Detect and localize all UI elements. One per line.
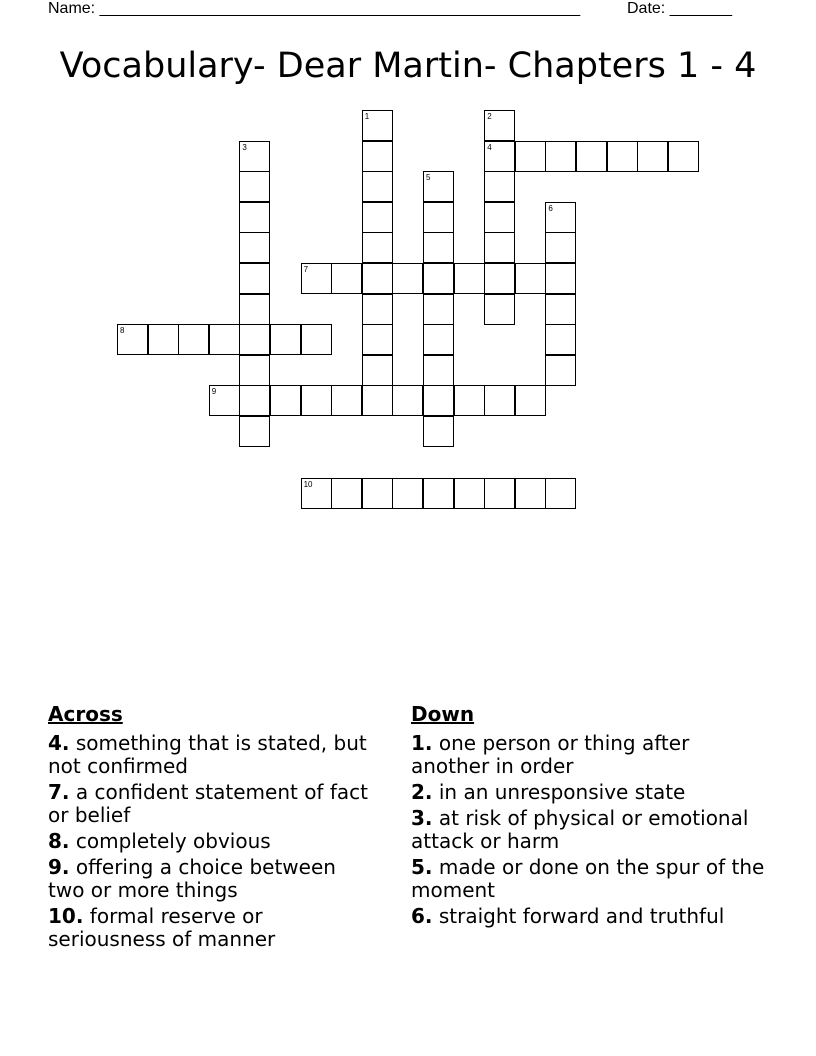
crossword-cell[interactable] xyxy=(484,294,515,325)
crossword-cell[interactable] xyxy=(545,478,576,509)
crossword-cell[interactable] xyxy=(362,232,393,263)
across-clue xyxy=(48,905,378,951)
crossword-cell[interactable] xyxy=(484,478,515,509)
down-clues xyxy=(411,703,771,931)
crossword-cell[interactable] xyxy=(484,385,515,416)
crossword-cell[interactable] xyxy=(484,202,515,233)
crossword-cell[interactable] xyxy=(362,478,393,509)
crossword-cell[interactable] xyxy=(239,141,270,172)
crossword-cell[interactable] xyxy=(239,294,270,325)
crossword-cell[interactable] xyxy=(362,141,393,172)
crossword-cell[interactable] xyxy=(454,385,485,416)
crossword-cell[interactable] xyxy=(362,110,393,141)
crossword-cell[interactable] xyxy=(576,141,607,172)
crossword-cell[interactable] xyxy=(362,355,393,386)
crossword-cell[interactable] xyxy=(423,385,454,416)
crossword-cell[interactable] xyxy=(515,263,546,294)
crossword-cell[interactable] xyxy=(545,263,576,294)
cell-number: 10 xyxy=(303,480,313,489)
cell-number: 7 xyxy=(303,265,309,274)
crossword-cell[interactable] xyxy=(484,232,515,263)
clue-text: completely obvious xyxy=(75,829,271,853)
crossword-cell[interactable] xyxy=(454,263,485,294)
down-clue xyxy=(411,856,771,902)
crossword-cell[interactable] xyxy=(545,355,576,386)
crossword-cell[interactable] xyxy=(362,385,393,416)
crossword-cell[interactable] xyxy=(301,478,332,509)
down-clue xyxy=(411,732,771,778)
name-field: Name: ______________________________________________________ xyxy=(48,0,581,17)
crossword-cell[interactable] xyxy=(148,324,179,355)
crossword-cell[interactable] xyxy=(239,171,270,202)
crossword-cell[interactable] xyxy=(239,416,270,447)
across-clue xyxy=(48,856,378,902)
crossword-cell[interactable] xyxy=(239,232,270,263)
clue-text: one person or thing after another in order xyxy=(411,731,690,778)
crossword-cell[interactable] xyxy=(392,478,423,509)
crossword-cell[interactable] xyxy=(484,263,515,294)
crossword-cell[interactable] xyxy=(607,141,638,172)
clue-text: formal reserve or seriousness of manner xyxy=(48,904,276,951)
crossword-cell[interactable] xyxy=(239,324,270,355)
down-clue xyxy=(411,781,771,804)
cell-number: 9 xyxy=(211,387,217,397)
crossword-cell[interactable] xyxy=(331,385,362,416)
crossword-cell[interactable] xyxy=(301,263,332,294)
page-title: Vocabulary- Dear Martin- Chapters 1 - 4 xyxy=(59,46,757,86)
down-clue xyxy=(411,905,771,928)
crossword-cell[interactable] xyxy=(454,478,485,509)
clue-text: made or done on the spur of the moment xyxy=(411,855,765,902)
crossword-cell[interactable] xyxy=(515,478,546,509)
clue-text: at risk of physical or emotional attack or harm xyxy=(411,806,749,853)
crossword-cell[interactable] xyxy=(239,263,270,294)
cell-number: 2 xyxy=(487,112,492,121)
crossword-cell[interactable] xyxy=(331,263,362,294)
cell-number: 5 xyxy=(426,173,431,183)
across-heading: Across xyxy=(48,702,123,726)
clue-text: a confident statement of fact or belief xyxy=(48,780,368,827)
crossword-cell[interactable] xyxy=(423,232,454,263)
clue-number: 6. xyxy=(411,904,433,928)
crossword-cell[interactable] xyxy=(484,171,515,202)
crossword-cell[interactable] xyxy=(178,324,209,355)
crossword-cell[interactable] xyxy=(637,141,668,172)
crossword-cell[interactable] xyxy=(239,355,270,386)
clue-text: something that is stated, but not confirmed xyxy=(48,731,367,778)
crossword-cell[interactable] xyxy=(515,385,546,416)
cell-number: 1 xyxy=(364,112,370,121)
crossword-cell[interactable] xyxy=(270,385,301,416)
clue-number: 4. xyxy=(48,731,70,755)
crossword-cell[interactable] xyxy=(423,171,454,202)
crossword-cell[interactable] xyxy=(484,141,515,172)
crossword-cell[interactable] xyxy=(362,202,393,233)
clue-number: 3. xyxy=(411,806,433,830)
crossword-cell[interactable] xyxy=(362,324,393,355)
clue-number: 5. xyxy=(411,855,433,879)
clue-number: 8. xyxy=(48,829,70,853)
crossword-cell[interactable] xyxy=(515,141,546,172)
crossword-cell[interactable] xyxy=(392,385,423,416)
clue-number: 10. xyxy=(48,904,84,928)
crossword-cell[interactable] xyxy=(668,141,699,172)
across-clue xyxy=(48,830,378,853)
crossword-cell[interactable] xyxy=(545,202,576,233)
crossword-cell[interactable] xyxy=(545,324,576,355)
clue-number: 1. xyxy=(411,731,433,755)
crossword-cell[interactable] xyxy=(301,324,332,355)
across-clue xyxy=(48,732,378,778)
clue-number: 9. xyxy=(48,855,70,879)
clue-text: offering a choice between two or more things xyxy=(48,855,336,902)
cell-number: 3 xyxy=(242,142,247,152)
clue-number: 2. xyxy=(411,780,433,804)
crossword-cell[interactable] xyxy=(423,324,454,355)
clue-text: straight forward and truthful xyxy=(438,904,725,928)
crossword-cell[interactable] xyxy=(392,263,423,294)
crossword-cell[interactable] xyxy=(423,202,454,233)
crossword-cell[interactable] xyxy=(423,355,454,386)
crossword-cell[interactable] xyxy=(301,385,332,416)
clue-number: 7. xyxy=(48,780,70,804)
across-clues xyxy=(48,703,378,954)
crossword-cell[interactable] xyxy=(362,263,393,294)
clue-text: in an unresponsive state xyxy=(438,780,686,804)
across-clue xyxy=(48,781,378,827)
crossword-cell[interactable] xyxy=(209,385,240,416)
crossword-cell[interactable] xyxy=(331,478,362,509)
crossword-cell[interactable] xyxy=(270,324,301,355)
crossword-cell[interactable] xyxy=(239,385,270,416)
crossword-cell[interactable] xyxy=(484,110,515,141)
crossword-cell[interactable] xyxy=(117,324,148,355)
crossword-cell[interactable] xyxy=(545,232,576,263)
cell-number: 6 xyxy=(548,203,553,213)
crossword-cell[interactable] xyxy=(362,171,393,202)
crossword-cell[interactable] xyxy=(423,416,454,447)
crossword-cell[interactable] xyxy=(545,141,576,172)
crossword-cell[interactable] xyxy=(545,294,576,325)
down-clue xyxy=(411,807,771,853)
cell-number: 8 xyxy=(120,326,125,336)
crossword-cell[interactable] xyxy=(423,263,454,294)
crossword-cell[interactable] xyxy=(423,478,454,509)
down-heading: Down xyxy=(411,702,475,726)
date-field: Date: _______ xyxy=(627,0,732,17)
crossword-cell[interactable] xyxy=(239,202,270,233)
cell-number: 4 xyxy=(487,142,492,152)
crossword-cell[interactable] xyxy=(362,294,393,325)
crossword-cell[interactable] xyxy=(423,294,454,325)
crossword-cell[interactable] xyxy=(209,324,240,355)
